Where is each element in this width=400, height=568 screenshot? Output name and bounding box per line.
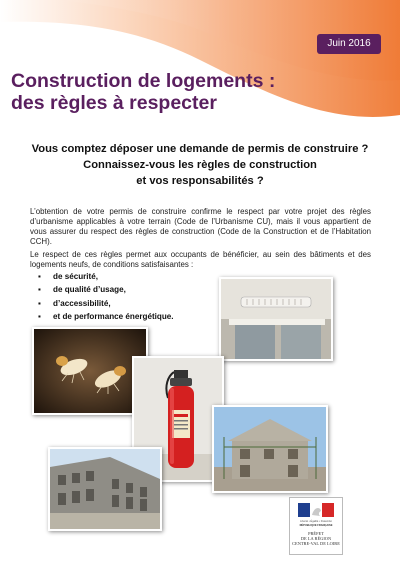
- logo-caption-line: DE LA RÉGION: [300, 536, 332, 541]
- ventilation-vent-photo: [219, 277, 333, 361]
- subtitle-line: Connaissez-vous les règles de construction: [83, 159, 317, 171]
- bullet-icon: ▪: [38, 298, 41, 308]
- bullet-icon: ▪: [38, 285, 41, 295]
- conditions-list: [38, 270, 174, 323]
- list-item-label: d’accessibilité,: [53, 298, 111, 308]
- prefecture-logo: [289, 497, 343, 555]
- list-item-label: et de performance énergétique.: [53, 311, 174, 321]
- title-line: des règles à respecter: [11, 92, 217, 114]
- paragraph: Le respect de ces règles permet aux occupants de bénéficier, au sein des bâtiments et des logements neufs, de conditions satisfaisantes :: [30, 250, 371, 270]
- paragraph: L’obtention de votre permis de construire confirme le respect par votre projet des règles d’urbanisme applicables à votre terrain (Code de l’Urbanisme CU), mais il vous appartient de vous assurer du respect des règles de construction (Code de la Construction et de l’Habitation CCH).: [30, 207, 371, 247]
- subtitle-line: et vos responsabilités ?: [136, 175, 264, 187]
- list-item: [38, 310, 174, 323]
- house-under-construction-photo: [212, 405, 328, 493]
- logo-republic: RÉPUBLIQUE FRANÇAISE: [299, 524, 333, 527]
- subtitle-line: Vous comptez déposer une demande de permis de construire ?: [31, 143, 369, 155]
- intro-text: [30, 207, 371, 274]
- subtitle-question: [20, 141, 380, 189]
- list-item: [38, 270, 174, 283]
- logo-motto: Liberté • Égalité • Fraternité: [300, 520, 332, 523]
- marianne-flag-icon: [290, 498, 342, 530]
- list-item: [38, 297, 174, 310]
- header-wave-background: [0, 0, 400, 135]
- title-line: Construction de logements :: [11, 70, 276, 92]
- page-title: [11, 70, 311, 114]
- list-item-label: de qualité d’usage,: [53, 285, 126, 295]
- logo-caption-line: CENTRE-VAL DE LOIRE: [292, 541, 340, 546]
- bullet-icon: ▪: [38, 272, 41, 281]
- logo-caption: [290, 531, 342, 546]
- logo-caption-line: PRÉFET: [308, 531, 324, 536]
- termites-photo: [32, 327, 148, 415]
- list-item: [38, 283, 174, 296]
- bullet-icon: ▪: [38, 311, 41, 321]
- date-badge: Juin 2016: [317, 34, 381, 54]
- list-item-label: de sécurité,: [53, 272, 98, 281]
- block-buildings-construction-photo: [48, 447, 162, 531]
